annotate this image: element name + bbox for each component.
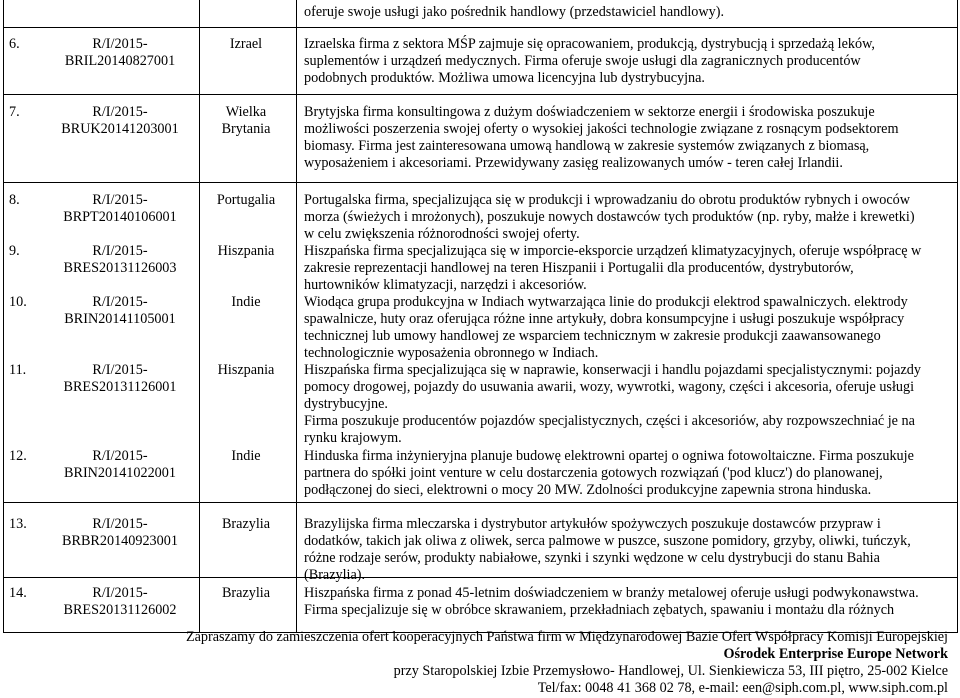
country: Indie <box>231 448 261 464</box>
offer-description: Brazylijska firma mleczarska i dystrybutor artykułów spożywczych poszukuje dostawców przypraw i dodatków, takich jak oliwa z oliwek, serca palmowe w puszce, suszone pomidory, grzyby, oliwki, tuńczyk, różne rodzaje serów, produkty nabiałowe, szynki i szynki wędzone w celu dystrybucji do stanu Bahia (Brazylia). <box>304 516 911 583</box>
row-number: 8. <box>9 192 20 208</box>
offer-id: R/I/2015- BRIL20140827001 <box>64 36 176 69</box>
offer-id: R/I/2015- BRES20131126003 <box>63 243 177 276</box>
offer-description: Izraelska firma z sektora MŚP zajmuje się opracowaniem, produkcją, dystrybucją i sprzedażą leków, suplementów i urządzeń medycznych. Firma oferuje swoje usługi dla zagranicznych producentów podobnych produktów. Możliwa umowa licencyjna lub dystrybucyjna. <box>304 36 875 86</box>
row-separator <box>3 94 958 95</box>
footer-contact: Tel/fax: 0048 41 368 02 78, e-mail: een@siph.com.pl, www.siph.com.pl <box>537 680 948 696</box>
offer-description: Hiszpańska firma z ponad 45-letnim doświadczeniem w branży metalowej oferuje usługi podwykonawstwa. Firma specjalizuje się w obróbce skrawaniem, przekładniach zębatych, spawaniu i montażu dla różnych <box>304 585 919 618</box>
row-number: 7. <box>9 104 20 120</box>
row-number: 10. <box>9 294 27 310</box>
row-separator <box>3 502 958 503</box>
row-number: 11. <box>9 362 27 378</box>
row-number: 12. <box>9 448 27 464</box>
row-number: 13. <box>9 516 27 532</box>
offer-id: R/I/2015- BRPT20140106001 <box>63 192 177 225</box>
offer-description: Hiszpańska firma specjalizująca się w naprawie, konserwacji i handlu pojazdami specjalistycznymi: pojazdy pomocy drogowej, pojazdy do usuwania awarii, wozy, wywrotki, wagony, części i akcesoria, oferuje usługi dystrybucyjne. Firma poszukuje producentów pojazdów specjalistycznych, części i akcesoriów, aby rozpowszechniać je na rynku krajowym. <box>304 362 921 446</box>
country: Hiszpania <box>217 362 275 378</box>
offer-id: R/I/2015- BRUK20141203001 <box>61 104 179 137</box>
offer-description: Hinduska firma inżynieryjna planuje budowę elektrowni opartej o ogniwa fotowoltaiczne. Firma poszukuje partnera do spółki joint venture w celu dostarczenia gotowych rozwiązań ('pod klucz') do planowanej, podłączonej do sieci, elektrowni o mocy 20 MW. Zdolności produkcyjne zapewnia strona hinduska. <box>304 448 914 498</box>
country: Brazylia <box>221 585 271 601</box>
row-number: 9. <box>9 243 20 259</box>
country: Hiszpania <box>217 243 275 259</box>
offer-description: Portugalska firma, specjalizująca się w produkcji i wprowadzaniu do obrotu produktów rybnych i owoców morza (świeżych i mrożonych), poszukuje nowych dostawców tych produktów (np. ryby, małże i krewetki) w celu zwiększenia różnorodności swojej oferty. <box>304 192 915 242</box>
row-number: 14. <box>9 585 27 601</box>
offer-description: Hiszpańska firma specjalizująca się w imporcie-eksporcie urządzeń klimatyzacyjnych, oferuje współpracę w zakresie reprezentacji handlowej na teren Hiszpanii i Portugalii dla producentów, dystrybutorów, hurtowników klimatyzacji, narzędzi i akcesoriów. <box>304 243 922 293</box>
intro-continuation: oferuje swoje usługi jako pośrednik handlowy (przedstawiciel handlowy). <box>304 4 724 20</box>
row-separator <box>3 27 958 28</box>
row-number: 6. <box>9 36 20 52</box>
offer-description: Brytyjska firma konsultingowa z dużym doświadczeniem w sektorze energii i środowiska poszukuje możliwości poszerzenia swojej oferty o wysokiej jakości technologie związane z rosnącym podsektorem biomasy. Firma jest zainteresowana umową handlową w zakresie systemów związanych z biomasą, wyposażeniem i akcesoriami. Przewidywany zasięg realizowanych umów - teren całej Irlandii. <box>304 104 899 171</box>
offer-id: R/I/2015- BRES20131126002 <box>63 585 177 618</box>
offer-description: Wiodąca grupa produkcyjna w Indiach wytwarzająca linie do produkcji elektrod spawalniczych. elektrody spawalnicze, huty oraz oferująca różne inne artykuły, dobra konsumpcyjne i usługi poszukuje współpracy technicznej lub umowy handlowej ze wsparciem technicznym w zakresie produkcji zaawansowanego technologicznie wyposażenia obronnego w Indiach. <box>304 294 908 361</box>
offer-id: R/I/2015- BRIN20141105001 <box>64 294 176 327</box>
offer-id: R/I/2015- BRES20131126001 <box>63 362 177 395</box>
footer-organization: Ośrodek Enterprise Europe Network <box>723 646 948 662</box>
offer-id: R/I/2015- BRBR20140923001 <box>62 516 178 549</box>
offer-id: R/I/2015- BRIN20141022001 <box>64 448 176 481</box>
country: Brazylia <box>221 516 271 532</box>
footer-invitation: Zapraszamy do zamieszczenia ofert kooperacyjnych Państwa firm w Międzynarodowej Bazie Ofert Współpracy Komisji Europejskiej <box>185 629 948 645</box>
country: Portugalia <box>216 192 276 208</box>
footer-address: przy Staropolskiej Izbie Przemysłowo- Handlowej, Ul. Sienkiewicza 53, III piętro, 25-002 Kielce <box>393 663 948 679</box>
country: Izrael <box>229 36 263 52</box>
country: Indie <box>231 294 261 310</box>
row-separator <box>3 182 958 183</box>
country: Wielka Brytania <box>221 104 271 137</box>
